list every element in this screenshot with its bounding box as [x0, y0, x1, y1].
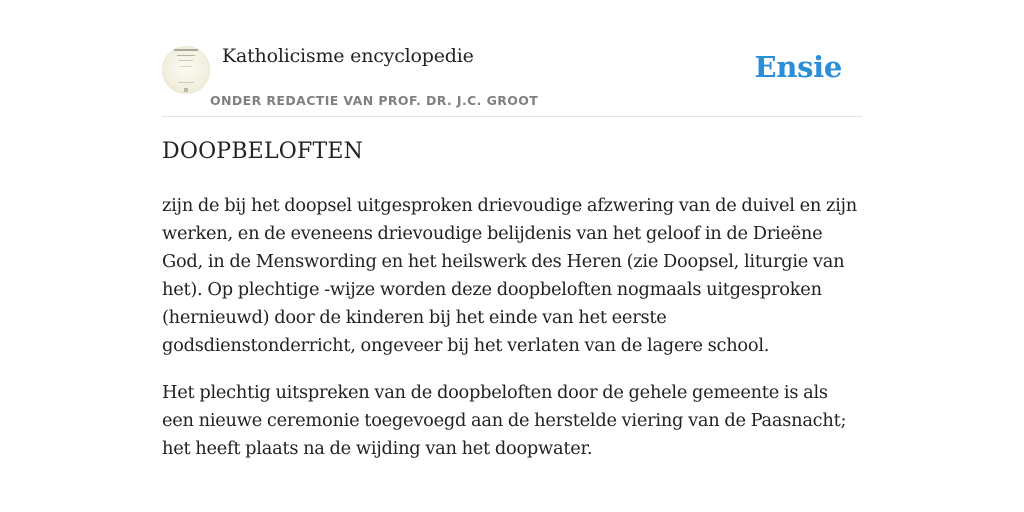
editor-subtitle: ONDER REDACTIE VAN PROF. DR. J.C. GROOT [210, 93, 539, 108]
brand-logo-link[interactable]: Ensie [754, 50, 842, 84]
header [162, 0, 862, 117]
article-paragraph: Het plechtig uitspreken van de doopbeloften door de gehele gemeente is als een nieuwe ceremonie toegevoegd aan de herstelde viering van de Paasnacht; het heeft plaats na de wijding van het doopwater. [162, 382, 847, 459]
article-body [162, 192, 862, 482]
article-title: DOOPBELOFTEN [162, 139, 364, 164]
article-paragraph: zijn de bij het doopsel uitgesproken drievoudige afzwering van de duivel en zijn werken, en de eveneens drievoudige belijdenis van het geloof in de Drieëne God, in de Menswording en het heilswerk des Heren (zie Doopsel, liturgie van het). Op plechtige -wijze worden deze doopbeloften nogmaals uitgesproken (hernieuwd) door de kinderen bij het einde van het eerste godsdienstonderricht, ongeveer bij het verlaten van de lagere school. [162, 195, 857, 356]
page [162, 0, 862, 512]
site-title[interactable]: Katholicisme encyclopedie [222, 45, 474, 67]
book-cover-icon[interactable] [162, 46, 210, 94]
